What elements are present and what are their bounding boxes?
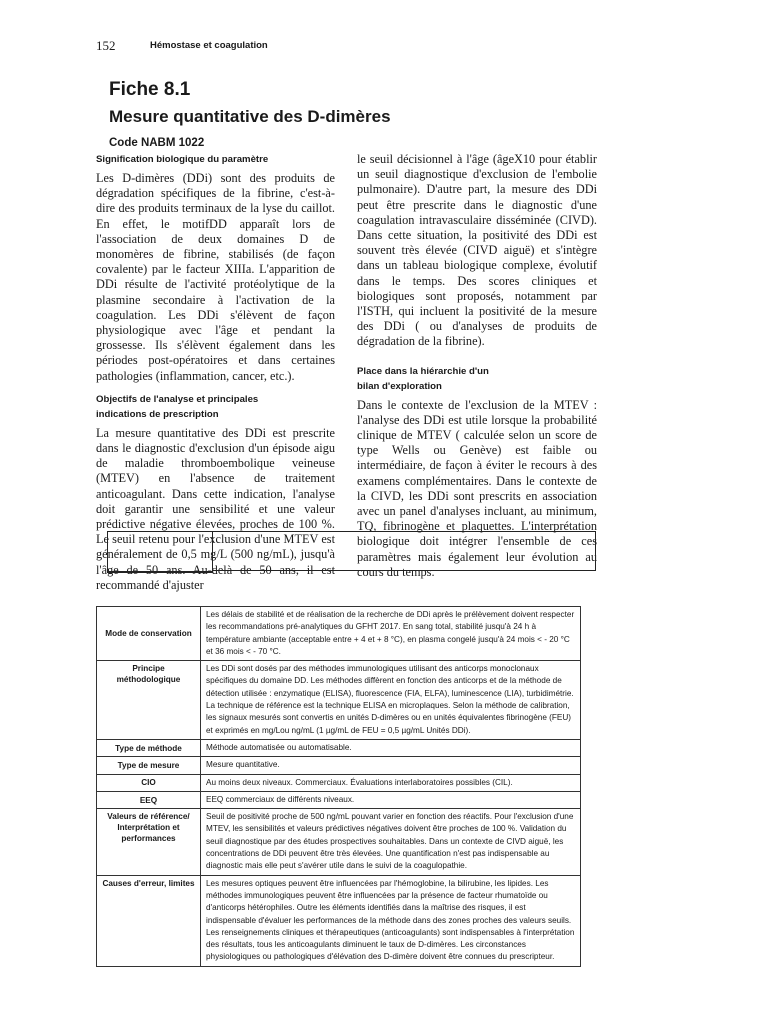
section-text-place: Dans le contexte de l'exclusion de la MTEV : l'analyse des DDi est utile lorsque la probabilité clinique de MTEV ( calculée selon un score de type Wells ou Genève) est faible ou intermédiaire, de façon à éviter le recours à des examens complémentaires. Dans le contexte de la CIVD, les DDi sont prescrits en association avec un panel d'analyses incluant, au minimum, TQ, fibrinogène et plaquettes. L'interprétation biologique doit intégrer l'ensemble de ces paramètres mais également leur évolution au cours du temps. [357, 397, 597, 579]
table-row [97, 774, 581, 791]
section-text-signification: Les D-dimères (DDi) sont des produits de dégradation spécifiques de la fibrine, c'est-à-dire des produits terminaux de la lyse du caillot. En effet, le motifDD apparaît lors de l'association de deux domaines D de monomères de fibrine, stabilisés (de façon covalente) par le facteur XIIIa. L'apparition de DDi résulte de l'activité protéolytique de la plasmine secondaire à l'activation de la coagulation. Les DDi s'élèvent de façon physiologique avec l'âge et pendant la grossesse. Ils s'élèvent également dans les périodes post-opératoires et dans certaines pathologies (inflammation, cancer, etc.). [96, 171, 335, 383]
table-row-label: CIO [97, 774, 201, 791]
table-row-value: Seuil de positivité proche de 500 ng/mL pouvant varier en fonction des réactifs. Pour l'exclusion d'une MTEV, les sensibilités et valeurs prédictives négatives doivent être proches de 100 %. Validation du seuil diagnostique par des études prospectives souhaitables. Dans un contexte de CIVD aiguë, les concentrations de DDi peuvent être très élevées. Une quantification n'est pas indispensable au diagnostic mais elle peut s'avérer utile dans le suivi de la coagulopathie. [201, 809, 581, 875]
section-heading-objectifs [96, 392, 335, 422]
table-row-label: EEQ [97, 791, 201, 808]
table-row [97, 757, 581, 774]
left-column [96, 152, 335, 593]
table-row-label: Valeurs de référence/ Interprétation et performances [97, 809, 201, 875]
table-row-value: Au moins deux niveaux. Commerciaux. Évaluations interlaboratoires possibles (CIL). [201, 774, 581, 791]
table-row-label: Causes d'erreur, limites [97, 875, 201, 966]
section-heading-place-line1: Place dans la hiérarchie d'un [357, 365, 489, 377]
section-text-continuation: le seuil décisionnel à l'âge (âgeX10 pour établir un seuil diagnostique d'exclusion de l'embolie pulmonaire). D'autre part, la mesure des DDi peut être prescrite dans le diagnostic d'une coagulation intravasculaire disséminée (CIVD). Dans cette situation, la positivité des DDi est souvent très élevée (CIVD aiguë) et s'intègre dans un tableau biologique complexe, évolutif dans le temps. Des scores cliniques et biologiques sont proposés, notamment par l'ISTH, qui incluent la positivité de la mesure des DDi ( ou d'analyses de produits de dégradation de la fibrine). [357, 152, 597, 349]
table-row-label: Principe méthodologique [97, 661, 201, 740]
right-column [357, 152, 597, 580]
section-heading-objectifs-line2: indications de prescription [96, 408, 219, 420]
table-row [97, 809, 581, 875]
section-heading-place-line2: bilan d'exploration [357, 380, 442, 392]
table-row-label: Type de mesure [97, 757, 201, 774]
nabm-code: Code NABM 1022 [109, 137, 205, 149]
section-text-objectifs: La mesure quantitative des DDi est prescrite dans le diagnostic d'exclusion d'un épisode aigu de maladie thromboembolique veineuse (MTEV) en l'absence de traitement anticoagulant. Dans cette indication, l'analyse doit garantir une sensibilité et une valeur prédictive négative élevées, proches de 100 %. Le seuil retenu pour l'exclusion d'une MTEV est généralement de 0,5 mg/L (500 ng/mL), jusqu'à l'âge de 50 ans. Au-delà de 50 ans, il est recommandé d'ajuster [96, 425, 335, 592]
table-row-value: Les DDi sont dosés par des méthodes immunologiques utilisant des anticorps monoclonaux spécifiques du domaine DD. Les méthodes diffèrent en fonction des anticorps et de la méthode de détection utilisée : enzymatique (ELISA), fluorescence (FIA, ELFA), luminescence (LIA), turbidimétrie. La technique de référence est la technique ELISA en microplaques. Selon la méthode de calibration, les signaux mesurés sont convertis en unités D-dimères ou en unités équivalentes fibrinogène (FEU) et exprimés en mg/Lou ng/mL (1 µg/mL de FEU = 0,5 µg/mL Unités DDi). [201, 661, 581, 740]
table-row [97, 607, 581, 661]
page-title: Mesure quantitative des D-dimères [109, 107, 391, 126]
running-head: Hémostase et coagulation [150, 40, 268, 51]
fiche-number: Fiche 8.1 [109, 79, 191, 100]
section-heading-place [357, 364, 597, 394]
table-row-label: Type de méthode [97, 739, 201, 756]
section-heading-signification: Signification biologique du paramètre [96, 154, 269, 165]
table-row-value: EEQ commerciaux de différents niveaux. [201, 791, 581, 808]
empty-box-right [212, 531, 596, 571]
section-heading-objectifs-line1: Objectifs de l'analyse et principales [96, 393, 259, 405]
table-row [97, 875, 581, 966]
table-row-label: Mode de conservation [97, 607, 201, 661]
table-row [97, 739, 581, 756]
table-row-value: Mesure quantitative. [201, 757, 581, 774]
table-row-value: Les mesures optiques peuvent être influencées par l'hémoglobine, la bilirubine, les lipides. Les méthodes immunologiques peuvent être influencées par la présence de facteur rhumatoïde ou d'anticorps hétérophiles. Outre les éléments identifiés dans la maîtrise des risques, il est indispensable d'évaluer les performances de la méthode dans des zones proches des valeurs seuils. Les renseignements cliniques et thérapeutiques (anticoagulants) sont indispensables à l'interprétation des résultats, tous les anticoagulants diminuent le taux de D-dimères. Les circonstances physiologiques ou pathologiques d'élévation des D-dimère doivent être connues du prescripteur. [201, 875, 581, 966]
table-row [97, 661, 581, 740]
table-row-value: Les délais de stabilité et de réalisation de la recherche de DDi après le prélèvement doivent respecter les recommandations pré-analytiques du GFHT 2017. En sang total, stabilité jusqu'à 24 h à température ambiante (acceptable entre + 4 et + 8 °C), en plasma congelé jusqu'à 24 mois < - 20 °C et 36 mois < - 70 °C. [201, 607, 581, 661]
table-row-value: Méthode automatisée ou automatisable. [201, 739, 581, 756]
empty-box-left [107, 531, 213, 573]
table-row [97, 791, 581, 808]
info-table [96, 606, 581, 967]
page-number: 152 [96, 38, 116, 53]
